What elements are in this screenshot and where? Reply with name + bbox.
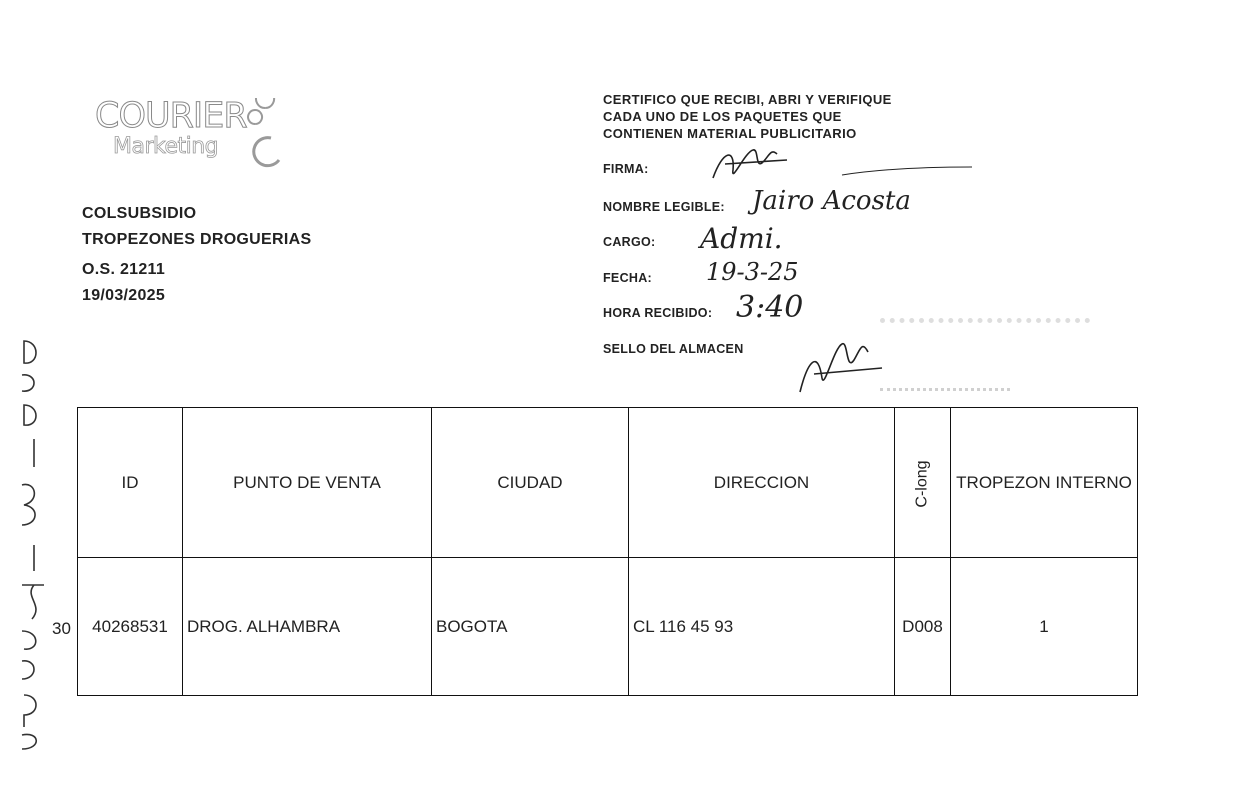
company-name: COLSUBSIDIO [82,205,197,222]
logo-emblem-icon [235,98,287,168]
fecha-label: FECHA: [603,271,653,285]
document-date: 19/03/2025 [82,287,166,304]
margin-handwritten-note-icon [14,335,54,755]
header-c-long-text: C-long [913,459,931,508]
firma-label: FIRMA: [603,162,649,176]
faded-stamp-line [880,388,1010,391]
certificate-text [603,91,892,142]
header-direccion: DIRECCION [629,408,895,558]
hora-value: 3:40 [736,290,804,325]
table-header-row [78,408,1138,558]
logo-main-text: COURIER [95,96,247,136]
cell-punto-de-venta: DROG. ALHAMBRA [183,558,432,696]
cell-tropezon-interno: 1 [951,558,1138,696]
nombre-label: NOMBRE LEGIBLE: [603,200,725,214]
faded-stamp-text [880,302,1090,323]
certificate-line-1: CERTIFICO QUE RECIBI, ABRI Y VERIFIQUE [603,92,892,107]
delivery-table [77,407,1138,696]
row-number: 30 [52,619,71,638]
cell-ciudad: BOGOTA [432,558,629,696]
header-ciudad: CIUDAD [432,408,629,558]
header-c-long [895,408,951,558]
cell-id: 40268531 [78,558,183,696]
stamp-signature-icon [790,330,890,400]
name-underline-stroke [840,165,975,177]
store-name: TROPEZONES DROGUERIAS [82,231,312,248]
table-row [78,558,1138,696]
logo-sub-text: Marketing [113,134,219,159]
cell-c-long: D008 [895,558,951,696]
cell-direccion: CL 116 45 93 [629,558,895,696]
order-number: O.S. 21211 [82,261,166,278]
header-tropezon-interno: TROPEZON INTERNO [951,408,1138,558]
header-id: ID [78,408,183,558]
cargo-label: CARGO: [603,235,656,249]
signature-icon [705,140,795,190]
nombre-value: Jairo Acosta [752,186,911,216]
certificate-line-3: CONTIENEN MATERIAL PUBLICITARIO [603,126,857,141]
cargo-value: Admi. [700,222,783,255]
certificate-line-2: CADA UNO DE LOS PAQUETES QUE [603,109,842,124]
header-punto-de-venta: PUNTO DE VENTA [183,408,432,558]
hora-label: HORA RECIBIDO: [603,306,713,320]
courier-marketing-logo [95,98,295,168]
fecha-value: 19-3-25 [706,258,799,286]
sello-label: SELLO DEL ALMACEN [603,342,744,356]
